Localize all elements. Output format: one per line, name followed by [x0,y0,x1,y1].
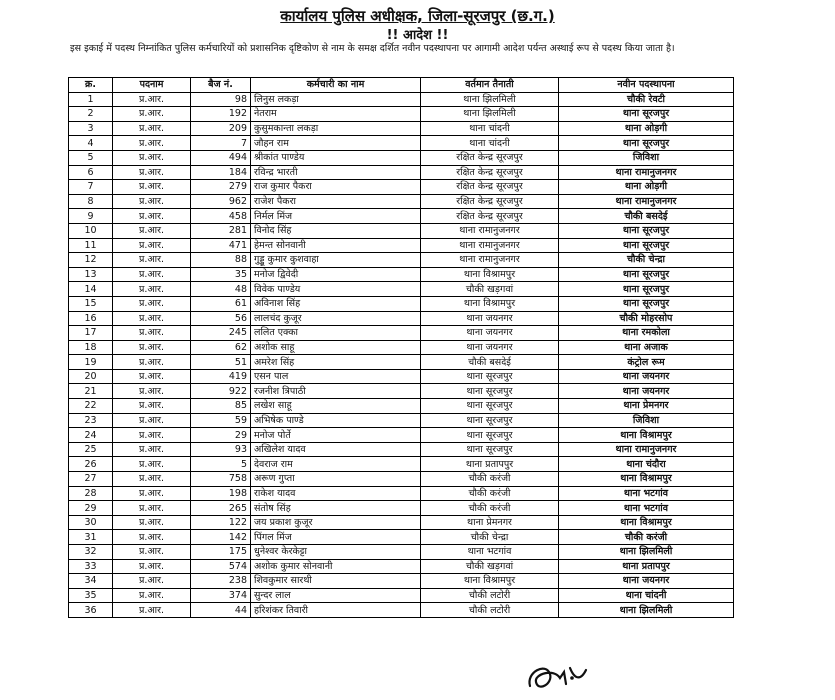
cell-serial: 21 [69,384,113,399]
cell-new-posting: थाना सूरजपुर [559,267,734,282]
cell-name: धुनेश्वर केरकेट्टा [251,545,421,560]
cell-new-posting: थाना सूरजपुर [559,238,734,253]
cell-badge: 48 [191,282,251,297]
cell-designation: प्र.आर. [113,136,191,151]
intro-paragraph: इस इकाई में पदस्थ निम्नांकित पुलिस कर्मचारियों को प्रशासनिक दृष्टिकोण से नाम के समक्ष दर्शित नवीन पदस्थापना पर आगामी आदेश पर्यन्त अस्थाई रूप से पदस्थ किया जाता है। [70,43,675,54]
cell-new-posting: थाना रमकोला [559,326,734,341]
cell-new-posting: थाना ओड़गी [559,180,734,195]
cell-serial: 33 [69,559,113,574]
cell-serial: 8 [69,194,113,209]
cell-name: मनोज पोर्ते [251,428,421,443]
cell-current-posting: चौकी करंजी [421,486,559,501]
cell-current-posting: थाना चांदनी [421,121,559,136]
cell-new-posting: थाना जयनगर [559,369,734,384]
cell-serial: 12 [69,253,113,268]
table-row [69,282,734,297]
cell-new-posting: कंट्रोल रूम [559,355,734,370]
cell-serial: 9 [69,209,113,224]
cell-new-posting: थाना ओड़गी [559,121,734,136]
cell-designation: प्र.आर. [113,442,191,457]
cell-new-posting: थाना सूरजपुर [559,136,734,151]
transfer-table [68,77,734,618]
cell-name: संतोष सिंह [251,501,421,516]
cell-designation: प्र.आर. [113,180,191,195]
cell-new-posting: चौकी बसदेई [559,209,734,224]
cell-badge: 85 [191,399,251,414]
cell-current-posting: थाना विश्रामपुर [421,267,559,282]
cell-serial: 3 [69,121,113,136]
cell-current-posting: थाना विश्रामपुर [421,296,559,311]
cell-new-posting: थाना जयनगर [559,384,734,399]
cell-current-posting: थाना विश्रामपुर [421,574,559,589]
cell-current-posting: थाना झिलमिली [421,107,559,122]
cell-serial: 32 [69,545,113,560]
cell-badge: 962 [191,194,251,209]
cell-badge: 458 [191,209,251,224]
cell-designation: प्र.आर. [113,194,191,209]
cell-current-posting: थाना भटगांव [421,545,559,560]
cell-new-posting: थाना रामानुजनगर [559,165,734,180]
cell-designation: प्र.आर. [113,92,191,107]
cell-name: विवेक पाण्डेय [251,282,421,297]
cell-current-posting: रक्षित केन्द्र सूरजपुर [421,180,559,195]
cell-current-posting: थाना सूरजपुर [421,413,559,428]
cell-current-posting: चौकी करंजी [421,472,559,487]
cell-current-posting: थाना झिलमिली [421,92,559,107]
cell-new-posting: थाना रामानुजनगर [559,442,734,457]
table-row [69,559,734,574]
cell-name: राजेश पैकरा [251,194,421,209]
cell-serial: 16 [69,311,113,326]
cell-new-posting: थाना विश्रामपुर [559,428,734,443]
cell-new-posting: थाना विश्रामपुर [559,472,734,487]
cell-designation: प्र.आर. [113,399,191,414]
cell-new-posting: थाना रामानुजनगर [559,194,734,209]
table-row [69,457,734,472]
cell-current-posting: रक्षित केन्द्र सूरजपुर [421,209,559,224]
cell-name: लिनुस लकड़ा [251,92,421,107]
table-row [69,574,734,589]
cell-new-posting: थाना भटगांव [559,501,734,516]
cell-badge: 29 [191,428,251,443]
cell-name: पिंगल मिंज [251,530,421,545]
cell-name: अशोक साहू [251,340,421,355]
cell-badge: 245 [191,326,251,341]
cell-name: विनोद सिंह [251,223,421,238]
signature-mark [520,648,600,698]
cell-badge: 198 [191,486,251,501]
cell-badge: 98 [191,92,251,107]
cell-serial: 29 [69,501,113,516]
cell-badge: 93 [191,442,251,457]
cell-badge: 7 [191,136,251,151]
cell-name: ललित एक्का [251,326,421,341]
cell-badge: 5 [191,457,251,472]
table-row [69,486,734,501]
cell-current-posting: चौकी खड़गवां [421,559,559,574]
cell-designation: प्र.आर. [113,428,191,443]
cell-current-posting: चौकी करंजी [421,501,559,516]
cell-name: नेतराम [251,107,421,122]
cell-name: लालचंद कुजूर [251,311,421,326]
order-heading: !! आदेश !! [386,28,449,43]
cell-new-posting: थाना झिलमिली [559,545,734,560]
cell-new-posting: जिविशा [559,413,734,428]
cell-name: जय प्रकाश कुजूर [251,515,421,530]
table-row [69,588,734,603]
cell-name: राकेश यादव [251,486,421,501]
cell-designation: प्र.आर. [113,253,191,268]
cell-new-posting: चौकी चेन्द्रा [559,253,734,268]
table-header-row [69,78,734,93]
cell-name: अभिषेक पाण्डे [251,413,421,428]
cell-serial: 20 [69,369,113,384]
cell-new-posting: थाना सूरजपुर [559,223,734,238]
cell-badge: 51 [191,355,251,370]
cell-serial: 23 [69,413,113,428]
cell-current-posting: चौकी लटोरी [421,588,559,603]
cell-new-posting: थाना चांदनी [559,588,734,603]
cell-current-posting: थाना जयनगर [421,326,559,341]
cell-badge: 56 [191,311,251,326]
cell-serial: 2 [69,107,113,122]
cell-new-posting: थाना सूरजपुर [559,107,734,122]
cell-designation: प्र.आर. [113,530,191,545]
cell-designation: प्र.आर. [113,472,191,487]
cell-name: गुड्डू कुमार कुशवाहा [251,253,421,268]
cell-designation: प्र.आर. [113,267,191,282]
cell-new-posting: थाना भटगांव [559,486,734,501]
cell-designation: प्र.आर. [113,296,191,311]
table-row [69,530,734,545]
cell-badge: 88 [191,253,251,268]
cell-serial: 11 [69,238,113,253]
table-row [69,603,734,618]
cell-new-posting: थाना प्रेमनगर [559,399,734,414]
cell-badge: 35 [191,267,251,282]
table-row [69,223,734,238]
cell-new-posting: थाना झिलमिली [559,603,734,618]
cell-name: कुसुमकान्ता लकड़ा [251,121,421,136]
table-row [69,121,734,136]
cell-current-posting: चौकी लटोरी [421,603,559,618]
cell-badge: 374 [191,588,251,603]
cell-designation: प्र.आर. [113,574,191,589]
cell-name: श्रीकांत पाण्डेय [251,150,421,165]
table-row [69,355,734,370]
cell-designation: प्र.आर. [113,223,191,238]
cell-name: मनोज द्विवेदी [251,267,421,282]
document-title: कार्यालय पुलिस अधीक्षक, जिला-सूरजपुर (छ.ग.) [280,7,555,25]
cell-designation: प्र.आर. [113,238,191,253]
cell-name: सुन्दर लाल [251,588,421,603]
header-designation: पदनाम [113,78,191,93]
header-new-posting: नवीन पदस्थापना [559,78,734,93]
cell-name: जौहन राम [251,136,421,151]
cell-designation: प्र.आर. [113,355,191,370]
cell-serial: 18 [69,340,113,355]
cell-name: लखेश साहू [251,399,421,414]
cell-designation: प्र.आर. [113,107,191,122]
cell-serial: 14 [69,282,113,297]
cell-name: देवराज राम [251,457,421,472]
cell-serial: 13 [69,267,113,282]
table-row [69,165,734,180]
cell-current-posting: थाना सूरजपुर [421,384,559,399]
cell-new-posting: जिविशा [559,150,734,165]
cell-designation: प्र.आर. [113,559,191,574]
table-row [69,136,734,151]
header-badge-number: बैज नं. [191,78,251,93]
cell-current-posting: थाना जयनगर [421,311,559,326]
cell-badge: 44 [191,603,251,618]
cell-current-posting: थाना प्रेमनगर [421,515,559,530]
cell-current-posting: थाना रामानुजनगर [421,253,559,268]
cell-designation: प्र.आर. [113,340,191,355]
table-row [69,296,734,311]
table-row [69,238,734,253]
table-row [69,253,734,268]
cell-new-posting: थाना विश्रामपुर [559,515,734,530]
cell-serial: 25 [69,442,113,457]
cell-serial: 10 [69,223,113,238]
cell-serial: 15 [69,296,113,311]
cell-badge: 574 [191,559,251,574]
cell-badge: 175 [191,545,251,560]
table-row [69,442,734,457]
cell-badge: 238 [191,574,251,589]
cell-new-posting: थाना चंदौरा [559,457,734,472]
cell-designation: प्र.आर. [113,165,191,180]
cell-new-posting: थाना सूरजपुर [559,296,734,311]
cell-name: राज कुमार पैकरा [251,180,421,195]
cell-serial: 36 [69,603,113,618]
cell-current-posting: थाना सूरजपुर [421,428,559,443]
table-row [69,413,734,428]
cell-designation: प्र.आर. [113,209,191,224]
table-row [69,267,734,282]
cell-designation: प्र.आर. [113,121,191,136]
cell-serial: 19 [69,355,113,370]
cell-new-posting: थाना अजाक [559,340,734,355]
cell-name: अखिलेश यादव [251,442,421,457]
table-row [69,472,734,487]
cell-new-posting: चौकी रेवटी [559,92,734,107]
cell-serial: 24 [69,428,113,443]
cell-serial: 7 [69,180,113,195]
cell-designation: प्र.आर. [113,369,191,384]
cell-name: अमरेश सिंह [251,355,421,370]
cell-current-posting: चौकी चेन्द्रा [421,530,559,545]
cell-current-posting: थाना चांदनी [421,136,559,151]
cell-badge: 61 [191,296,251,311]
cell-badge: 922 [191,384,251,399]
cell-designation: प्र.आर. [113,457,191,472]
cell-badge: 494 [191,150,251,165]
cell-designation: प्र.आर. [113,588,191,603]
cell-badge: 122 [191,515,251,530]
cell-serial: 22 [69,399,113,414]
cell-serial: 27 [69,472,113,487]
cell-serial: 4 [69,136,113,151]
cell-serial: 5 [69,150,113,165]
cell-badge: 279 [191,180,251,195]
cell-badge: 209 [191,121,251,136]
table-row [69,384,734,399]
table-row [69,311,734,326]
cell-new-posting: चौकी करंजी [559,530,734,545]
cell-designation: प्र.आर. [113,545,191,560]
cell-current-posting: रक्षित केन्द्र सूरजपुर [421,194,559,209]
table-row [69,369,734,384]
cell-badge: 184 [191,165,251,180]
cell-name: रजनीश त्रिपाठी [251,384,421,399]
cell-current-posting: थाना सूरजपुर [421,399,559,414]
cell-new-posting: थाना प्रतापपुर [559,559,734,574]
cell-designation: प्र.आर. [113,282,191,297]
header-employee-name: कर्मचारी का नाम [251,78,421,93]
cell-current-posting: थाना सूरजपुर [421,369,559,384]
cell-designation: प्र.आर. [113,311,191,326]
table-row [69,501,734,516]
cell-serial: 28 [69,486,113,501]
cell-badge: 419 [191,369,251,384]
cell-serial: 17 [69,326,113,341]
table-row [69,399,734,414]
cell-name: हेमन्त सोनवानी [251,238,421,253]
cell-current-posting: थाना सूरजपुर [421,442,559,457]
table-row [69,150,734,165]
cell-name: शिवकुमार सारथी [251,574,421,589]
cell-current-posting: थाना रामानुजनगर [421,223,559,238]
cell-serial: 6 [69,165,113,180]
cell-current-posting: रक्षित केन्द्र सूरजपुर [421,165,559,180]
cell-current-posting: थाना जयनगर [421,340,559,355]
cell-serial: 34 [69,574,113,589]
cell-designation: प्र.आर. [113,413,191,428]
cell-current-posting: चौकी बसदेई [421,355,559,370]
cell-name: अरूण गुप्ता [251,472,421,487]
cell-badge: 59 [191,413,251,428]
cell-badge: 192 [191,107,251,122]
cell-name: एसन पाल [251,369,421,384]
header-current-posting: वर्तमान तैनाती [421,78,559,93]
cell-designation: प्र.आर. [113,150,191,165]
table-row [69,428,734,443]
cell-badge: 265 [191,501,251,516]
table-row [69,180,734,195]
cell-designation: प्र.आर. [113,501,191,516]
header-serial: क्र. [69,78,113,93]
cell-serial: 35 [69,588,113,603]
cell-designation: प्र.आर. [113,515,191,530]
table-row [69,107,734,122]
cell-designation: प्र.आर. [113,486,191,501]
cell-current-posting: थाना प्रतापपुर [421,457,559,472]
cell-name: हरिशंकर तिवारी [251,603,421,618]
table-row [69,515,734,530]
cell-new-posting: चौकी मोहरसोप [559,311,734,326]
cell-new-posting: थाना जयनगर [559,574,734,589]
table-row [69,194,734,209]
cell-serial: 26 [69,457,113,472]
cell-serial: 1 [69,92,113,107]
cell-current-posting: चौकी खड़गवां [421,282,559,297]
table-row [69,209,734,224]
cell-current-posting: थाना रामानुजनगर [421,238,559,253]
cell-badge: 758 [191,472,251,487]
cell-name: अविनाश सिंह [251,296,421,311]
cell-designation: प्र.आर. [113,326,191,341]
cell-new-posting: थाना सूरजपुर [559,282,734,297]
cell-badge: 471 [191,238,251,253]
cell-serial: 31 [69,530,113,545]
table-row [69,545,734,560]
cell-current-posting: रक्षित केन्द्र सूरजपुर [421,150,559,165]
cell-badge: 62 [191,340,251,355]
cell-name: निर्मल मिंज [251,209,421,224]
cell-serial: 30 [69,515,113,530]
cell-designation: प्र.आर. [113,603,191,618]
cell-badge: 142 [191,530,251,545]
cell-badge: 281 [191,223,251,238]
table-row [69,92,734,107]
cell-name: अशोक कुमार सोनवानी [251,559,421,574]
cell-name: रविन्द्र भारती [251,165,421,180]
table-row [69,326,734,341]
cell-designation: प्र.आर. [113,384,191,399]
table-row [69,340,734,355]
